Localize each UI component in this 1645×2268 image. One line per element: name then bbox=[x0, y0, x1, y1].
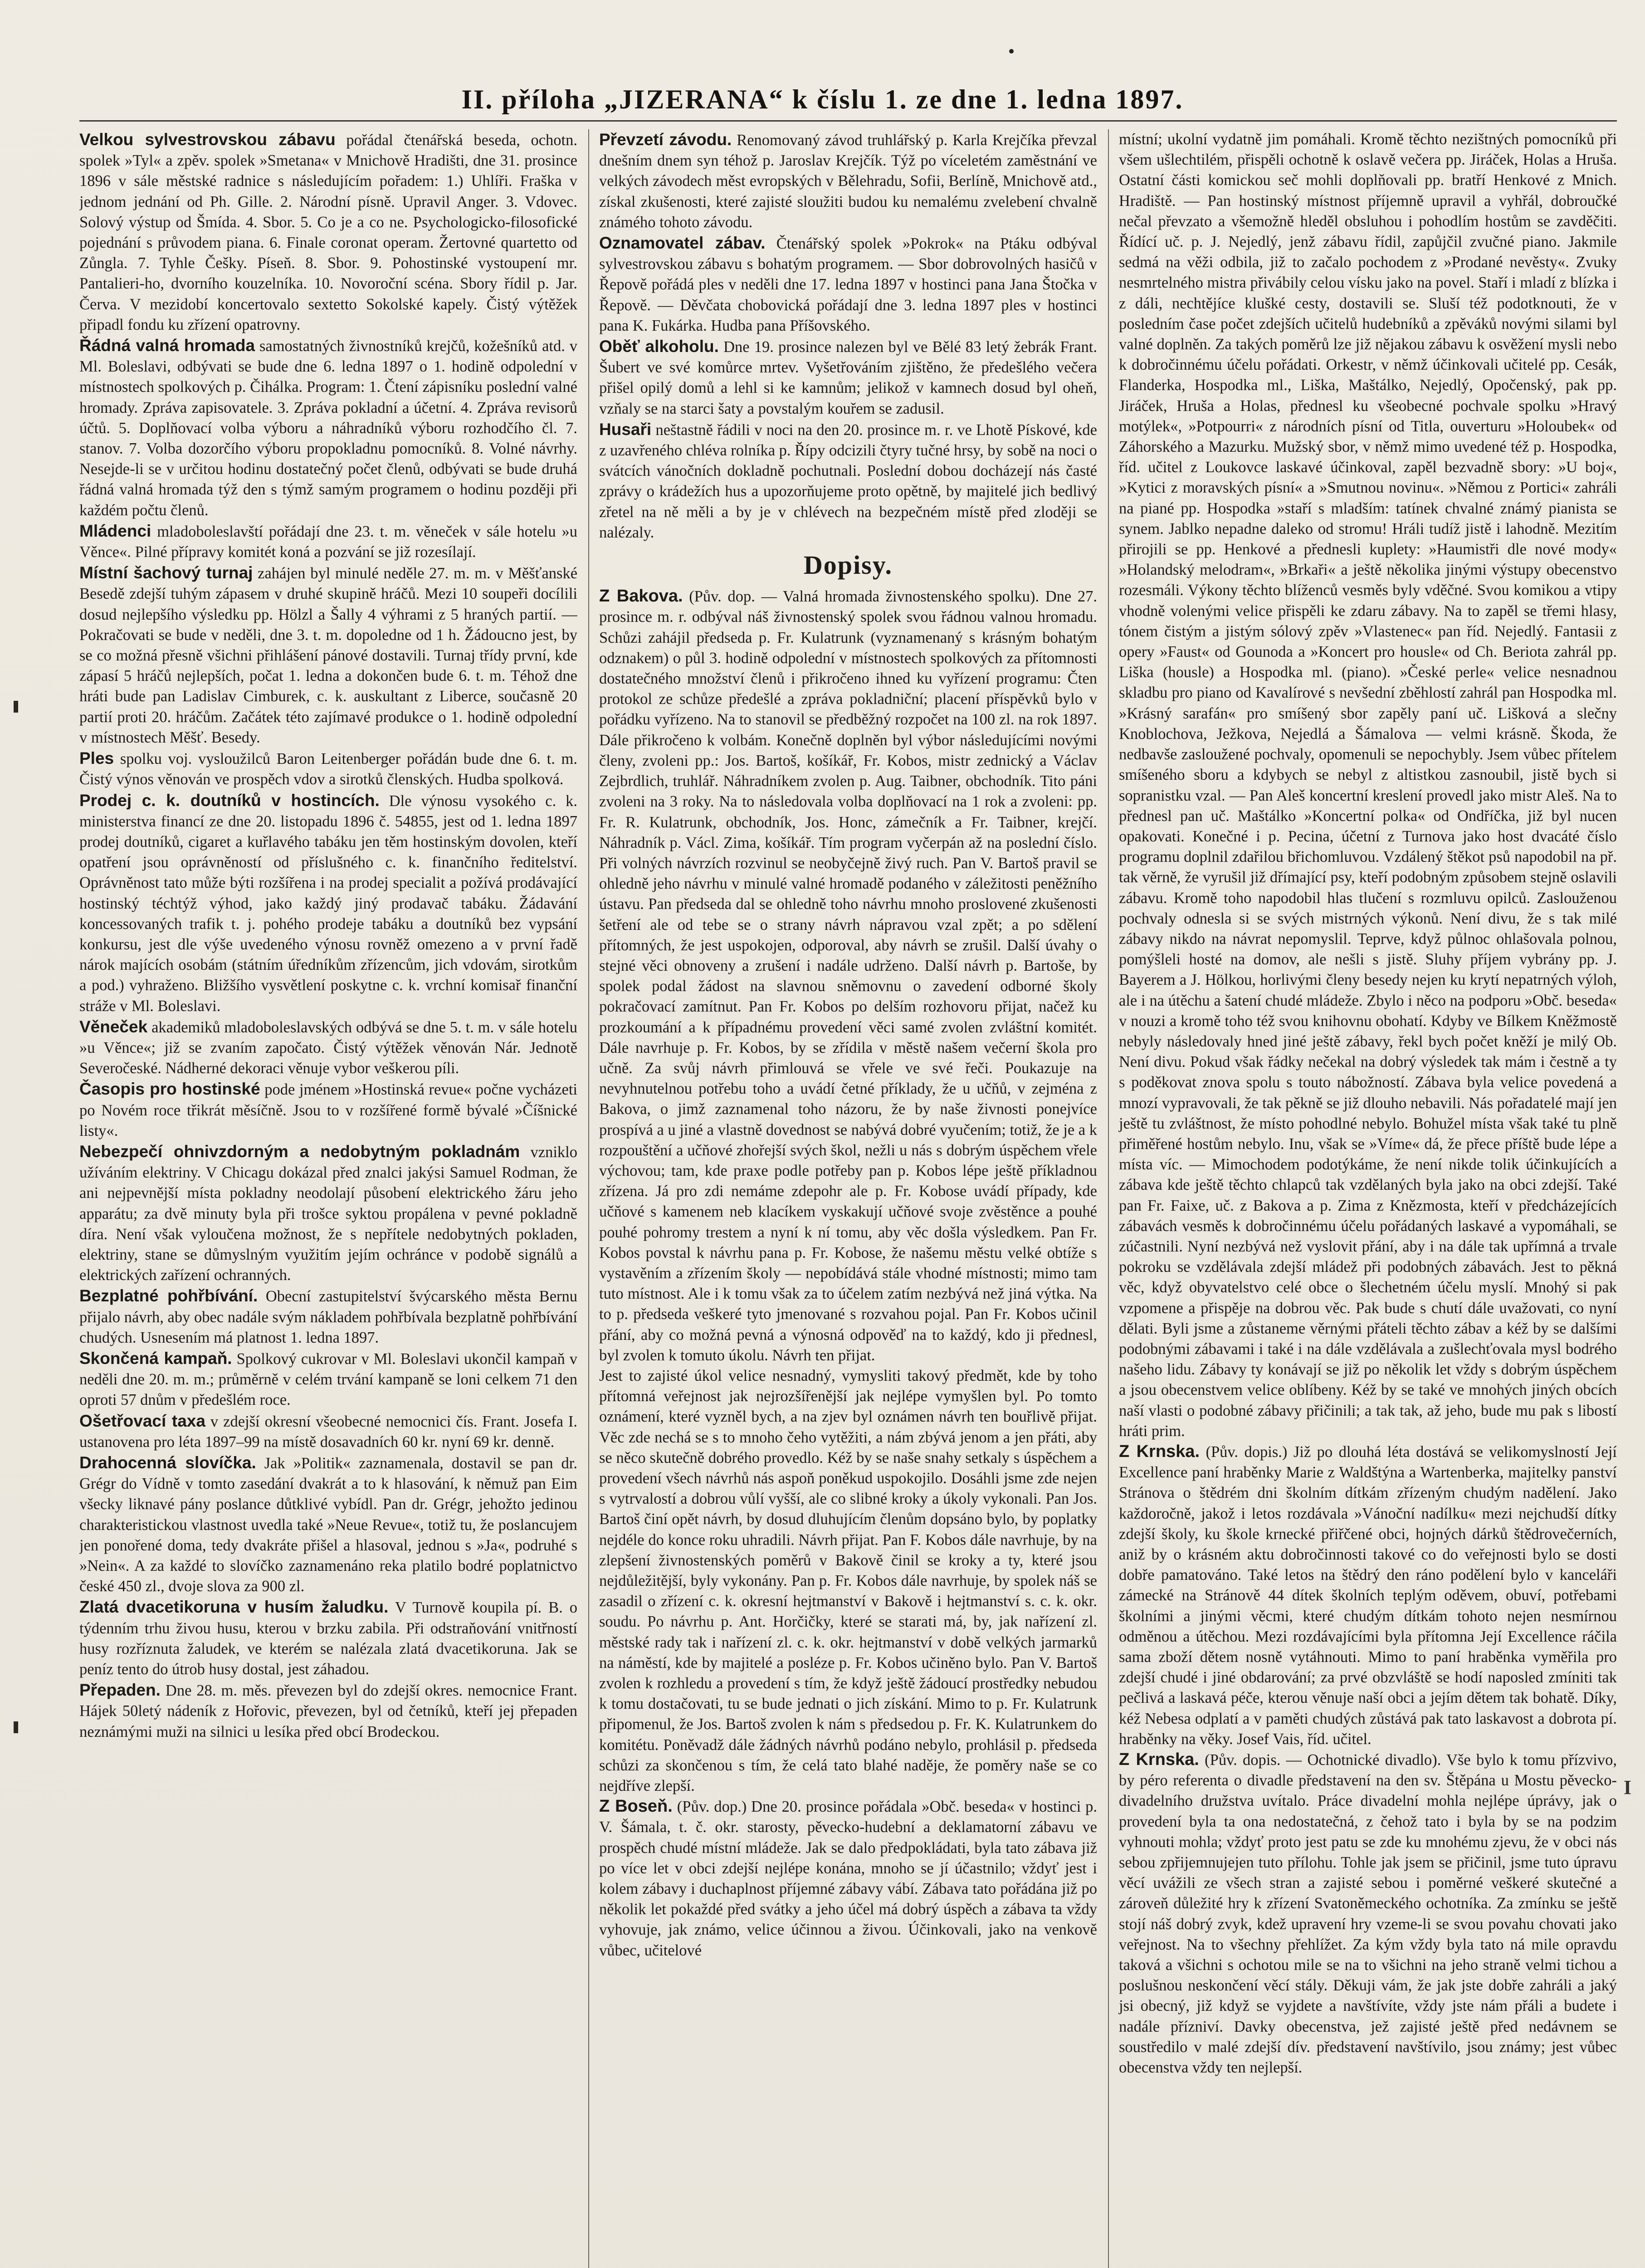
column-3 bbox=[1108, 129, 1617, 2268]
article-text: mladoboleslavští pořádají dne 23. t. m. věneček v sále hotelu »u Věnce«. Pilné přípravy komitét koná a pozvání se již rozesílají. bbox=[79, 523, 577, 561]
page-header-title: II. příloha „JIZERANA“ k číslu 1. ze dne 1. ledna 1897. bbox=[461, 84, 1184, 114]
article-paragraph bbox=[599, 233, 1097, 336]
article-text: spolku voj. vysloužilců Baron Leitenberger pořádán bude dne 6. t. m. Čistý výnos věnován ve prospěch vdov a sirotků členských. Hudba spolková. bbox=[79, 750, 577, 788]
text-columns bbox=[79, 129, 1617, 2268]
article-text: v zdejší okresní všeobecné nemocnici čís. Frant. Josefa I. ustanovena pro léta 1897–99 na místě dosavadních 60 kr. nyní 69 kr. denně. bbox=[79, 1413, 577, 1451]
article-headline: Skončená kampaň. bbox=[79, 1349, 232, 1368]
article-text: neštastně řádili v noci na den 20. prosince m. r. ve Lhotě Pískové, kde z uzavřeného chléva rolníka p. Řípy odcizili čtyry tučné hrsy, by sobě na noci o svátcích vánočních dokladně pochutnali. Poslední dobou docházejí nás časté zprávy o krádežích hus a upozorňujeme proto opětně, by majitelé jich bedlivý zřetel na ně měli a by je v chlévech na bezpečném místě před zloději se nalézaly. bbox=[599, 421, 1097, 541]
column-1 bbox=[79, 129, 577, 2268]
margin-mark bbox=[14, 1721, 18, 1733]
section-heading: Dopisy. bbox=[803, 550, 893, 580]
dispatch-place: Z Krnska. bbox=[1119, 1750, 1199, 1769]
article-paragraph bbox=[79, 1411, 577, 1452]
article-headline: Drahocenná slovíčka. bbox=[79, 1453, 256, 1472]
article-text: (Pův. dop.) Dne 20. prosince pořádala »Obč. beseda« v hostinci p. V. Šámala, t. č. okr. starosty, pěvecko-hudební a deklamatorní zábavu ve prospěch chudé místní mládeže. Jak se dalo předpokládati, byla tato zábava již po více let v obci zdejší nejlépe konána, mnoho se jí účastnilo; vždyť jest i kolem zábavy i duchaplnost příjemné zábavy vábí. Zábava tato pořádána již po několik let pokaždé před svátky a jeho účel má dobrý úspěch a zábava ta vždy vyhovuje, jak známo, velice účinnou a živou. Účinkovali, jako na venkově vůbec, učitelové bbox=[599, 1798, 1097, 1959]
article-paragraph bbox=[79, 748, 577, 790]
article-text: Dne 19. prosince nalezen byl ve Bělé 83 letý žebrák Frant. Šubert ve své komůrce mrtev. Vyšetřováním zjištěno, že předešlého večera přišel opilý domů a lehl si ke kamnům; jelikož v kamnech dosud byl oheň, vzňaly se na starci šaty a povstalým kouřem se zadusil. bbox=[599, 338, 1097, 417]
article-paragraph bbox=[79, 335, 577, 521]
article-paragraph bbox=[79, 1348, 577, 1411]
article-paragraph bbox=[79, 1597, 577, 1680]
article-paragraph bbox=[599, 419, 1097, 543]
dispatch-place: Z Bakova. bbox=[599, 587, 683, 606]
article-paragraph bbox=[1119, 1442, 1617, 1750]
article-headline: Přepaden. bbox=[79, 1681, 161, 1700]
article-paragraph bbox=[1119, 1750, 1617, 2078]
dispatch-place: Z Boseň. bbox=[599, 1797, 673, 1816]
article-headline: Oběť alkoholu. bbox=[599, 337, 719, 356]
article-paragraph bbox=[79, 562, 577, 748]
article-paragraph bbox=[599, 1796, 1097, 1961]
article-text: pořádal čtenářská beseda, ochotn. spolek »Tyl« a zpěv. spolek »Smetana« v Mnichově Hradišti, dne 31. prosince 1896 v sále městské radnice s následujícím pořadem: 1.) Uhlíři. Fraška v jednom jednání od Ph. Gille. 2. Národní písně. Upravil Anger. 3. Vdovec. Solový výstup od Šmída. 4. Sbor. 5. Co je a co ne. Psychologicko-filosofické pojednání s průvodem piana. 6. Finale coronat operam. Žertovné quartetto od Zůngla. 7. Tyhle Češky. Píseň. 8. Sbor. 9. Pohostinské vystoupení mr. Pantalieri-ho, dvorního kouzelníka. 10. Novoroční scéna. Sbory řídil p. Jar. Červa. V mezidobí koncertovalo sextetto Sokolské kapely. Čistý výtěžek připadl fondu ku zřízení opatrovny. bbox=[79, 132, 577, 333]
article-text: Jak »Politik« zaznamenala, dostavil se pan dr. Grégr do Vídně v tomto zasedání dvakrát a to k hlasování, k němuž pan Eim všecky liknavé pány poslance důtklivé vybídl. Pan dr. Grégr, jehožto jedinou charakteristickou vlastnost uvedla také »Neue Revue«, totiž tu, že poslancujem jen ponořené doma, tedy dvakráte přišel a hlasoval, jednou s »Ja«, podruhé s »Nein«. A za každé to slovíčko zaznamenáno reka platilo bodré poplatnictvo české 450 zl., dvoje slova za 900 zl. bbox=[79, 1455, 577, 1595]
article-paragraph bbox=[79, 790, 577, 1017]
article-paragraph bbox=[599, 336, 1097, 419]
article-text: (Pův. dopis.) Již po dlouhá léta dostává se velikomyslností Její Excellence paní hraběnky Marie z Waldštýna a Wartenberka, majitelky panství Stránova o štědrém dni školním dítkám zřízeným chudým nadělení. Jako každoročně, jakož i letos rozdávala »Vánoční nadílku« mezi nejchudší dítky zdejší školy, ku škole krnecké přiřčené obci, hojných dárků štědrovečerních, aniž by o krásném aktu dobročinnosti takové co do veřejnosti bylo se dosti dobře pamatováno. Také letos na štědrý den ráno podělení bylo v kanceláři zámecké na Stránově 44 dítek školních teplým oděvem, obuví, potřebami školními a jinými věcmi, které chudým dítkám tohoto nejen nesmírnou odměnou a útěchou. Mezi rozdávajícími byla přítomna Její Excellence ráčila sama zboží dětem nosně vytáhnouti. Mimo to paní hraběnka vyměřila pro zdejší chudé i jiné obdarování; za prvé obzvláště se hodí naposled zmíniti tak pečlivá a laskavá péče, kterou věnuje naší obci a jejím dětem tak bohatě. Díky, kéž Nebesa odplatí a v paměti chudých zůstává pak tato laskavost a dobrota pí. hraběnky na věky. Josef Vais, říd. učitel. bbox=[1119, 1443, 1617, 1748]
article-headline: Prodej c. k. doutníků v hostincích. bbox=[79, 791, 380, 810]
header-rule bbox=[79, 120, 1617, 122]
article-text: (Pův. dopis. — Ochotnické divadlo). Vše bylo k tomu přízvivo, by péro referenta o divadle představení na den sv. Štěpána u Mostu pěvecko-divadelního družstva uvítalo. Práce divadelní mohla nejlépe úprávy, jak o provedení byla ta ona nedostatečná, z čehož tato i byla by se na podzim vyhnouti mohla; vždyť proto jest patu se zde ku mnohému zjevu, že v obci nás sebou zpřijemnujejen tuto přílohu. Tohle jak jsem se přičinil, jsme tuto úpravu věcí uvážili ze všech stran a zajisté sebou i poměrné veškeré skutečné a zároveň důležité hry k zřízení Svatoněmeckého ochotníka. Za zmínku se ještě stojí náš dobrý zvyk, kdež upravení hry vzeme-li se svou povahu chovati jako veřejnost. Na to všechny přehlížet. Za kým vždy byla tato ná mile opravdu taková a všichni s ochotou mile se na to všichni na jeho straně velmi tichou a poslušnou neskončení věcí stály. Děkuji vám, že jak jste dobře zahráli a jaký jsi obecný, již když se vyjdete a navštívíte, vždy jste nám přáli a budete i nadále přízniví. Davky obecenstva, jež zajisté ještě před nedávnem se soustředilo v malé zdejší dív. představení navštívilo, jsou známy; jest vůbec obecenstva vždy ten nejlepší. bbox=[1119, 1751, 1617, 2077]
article-headline: Nebezpečí ohnivzdorným a nedobytným pokladnám bbox=[79, 1142, 520, 1161]
article-paragraph bbox=[79, 521, 577, 562]
article-headline: Bezplatné pohřbívání. bbox=[79, 1286, 258, 1305]
article-text: zahájen byl minulé neděle 27. m. m. v Měšťanské Besedě zdejší tuhým zápasem v druhé skupině hráčů. Mezi 10 soupeři docílili dosud nejlepšího výsledku pp. Hölzl a Šally 4 výhrami z 5 hraných partií. — Pokračovati se bude v neděli, dne 3. t. m. dopoledne od 1 h. Žádoucno jest, by se co možná přesně všichni přihlášení pánové dostavili. Turnaj třídy první, kde zápasí 5 hráčů nejlepších, počat 1. ledna a dokončen bude 6. t. m. Téhož dne hráti bude pan Ladislav Cimburek, c. k. auskultant z Liberce, současně 20 partií proti 20. hráčům. Začátek této zajímavé produkce o 1. hodině odpolední v místnostech Měšť. Besedy. bbox=[79, 565, 577, 746]
article-text: samostatných živnostníků krejčů, kožešníků atd. v Ml. Boleslavi, odbývati se bude dne 6. ledna 1897 o 1. hodině odpolední v místnostech spolkových p. Čihálka. Program: 1. Čtení zápisníku poslední valné hromady. Zpráva zapisovatele. 3. Zpráva pokladní a účetní. 4. Zpráva revisorů účtů. 5. Doplňovací volba výboru a náhradníků výboru rozhodčího čl. 7. stanov. 7. Volba dozorčího výboru propokladnu pomocníků. 8. Volné návrhy. Nesejde-li se v určitou hodinu dostatečný počet členů, odbývati se bude druhá řádná valná hromada týž den s týmž samým programem o hodinu později při každém počtu členů. bbox=[79, 337, 577, 519]
article-text: V Turnově koupila pí. B. o týdenním trhu živou husu, kterou v brzku zabila. Při odstraňování vnitřností husy rozříznuta žaludek, ve kterém se nalézala zlatá dvacetikoruna. Jak se peníz tento do útrob husy dostal, jest záhadou. bbox=[79, 1599, 577, 1678]
article-text: (Pův. dop. — Valná hromada živnostenského spolku). Dne 27. prosince m. r. odbýval náš živnostenský spolek svou řádnou valnou hromadu. Schůzi zahájil předseda p. Fr. Kulatrunk (vyznamenaný s krásným bohatým odznakem) o půl 3. hodině odpolední v místnostech spolkových za přítomnosti dostatečného množství členů i přikročeno ihned ku vyřízení programu: Čten protokol ze schůze předešlé a zpráva pokladniční; placení příspěvků bylo v pořádku vyřízeno. Na to stanovil se předběžný rozpočet na 100 zl. na rok 1897. Dále přikročeno k volbám. Konečně doplněn byl výbor následujícími novými členy, zvoleni pp.: Jos. Bartoš, košíkář, Fr. Kobos, mistr zednický a Václav Zejbrdlich, truhlář. Náhradníkem zvolen p. Aug. Taibner, obchodník. Tito páni zvoleni na 3 roky. Na to následovala volba doplňovací na 1 rok a zvoleni: pp. Fr. R. Kulatrunk, obchodník, Jos. Honc, zámečník a Fr. Taibner, krejčí. Náhradník p. Václ. Zima, košíkář. Tím program vyčerpán až na poslední číslo. Při volných návrzích rozvinul se neobyčejně živý ruch. Pan V. Bartoš pravil se ohledně jeho návrhu v minulé valné hromadě podaného v záležitosti peněžního ústavu. Pan předseda dal se ohledně toho návrhu mnoho proslovené zkušenosti šetření ale od tebe se o strany návrh nápravou vzal zpět; a po sdělení přítomných, že jest uspokojen, odporoval, aby návrh se zrušil. Další úvahy o stejné věci obnoveny a zrušení i nadále udrženo. Další návrh p. Bartoše, by spolek podal žádost na slavnou sněmovnu o zavedení odborné školy pokračovací zamítnut. Pan Fr. Kobos po delším rozhovoru přijat, načež ku prozkoumání a k případnému provedení věci samé zvolen zvláštní komitét. Dále navrhuje p. Fr. Kobos, by se zřídila v městě našem večerní škola pro učně. Za svůj návrh přimlouvá se vřele ve své řeči. Poukazuje na nevyhnutelnou potřebu toho a uvádí četné příklady, že u učňů, v zejména z Bakova, o jimž zaznamenal toho názoru, že by naše živnosti ponejvíce prospívá a u jiné a vlastně dovednost se nabývá dobré vyučením; totiž, že je a k rozpouštění a učňové zhořejší svých škol, nežli u nás s dobrým úspěchem vřele výchovou; tam, kde praxe podle potřeby pan p. Kobos lépe ještě příkladnou zřízena. Já pro zdi nemáme zdepohr ale p. Fr. Kobose uvádí případy, kde učňové s kamenem neb klacíkem vyskakují učňové svoje zvěstěnce a pouhé pouhé pohromy trestem a nyní k ní tomu, aby věc došla výsledkem. Pan Fr. Kobos povstal k návrhu pana p. Fr. Kobose, že našemu městu velké obtíže s vystavěním a zřízením školy — nepobídává stále vhodné místnosti; mimo tam tuto místnost. Ale i k tomu však za to účelem zatím nezbývá než jiná výtka. Na to p. předseda veškeré tyto jmenované s rozvahou pojal. Pan Fr. Kobos učinil přání, aby co možná pevná a výnosná odpověď na to každý, kdo ji přednesl, byl zvolen k tomuto úkolu. Návrh ten přijat. bbox=[599, 588, 1097, 1364]
margin-mark bbox=[14, 701, 18, 713]
article-paragraph bbox=[599, 1366, 1097, 1796]
article-headline: Velkou sylvestrovskou zábavu bbox=[79, 130, 336, 149]
article-headline: Věneček bbox=[79, 1017, 148, 1036]
article-headline: Ošetřovací taxa bbox=[79, 1411, 205, 1430]
article-headline: Oznamovatel zábav. bbox=[599, 234, 766, 253]
article-text: Čtenářský spolek »Pokrok« na Ptáku odbýval sylvestrovskou zábavu s bohatým programem. — Sbor dobrovolných hasičů v Řepově pořádá ples v neděli dne 17. ledna 1897 v hostinci pana Jana Štočka v Řepově. — Děvčata chobovická pořádají dne 3. ledna 1897 ples v hostinci pana K. Fukárka. Hudba pana Příšovského. bbox=[599, 235, 1097, 334]
column-2 bbox=[588, 129, 1097, 2268]
article-headline: Ples bbox=[79, 749, 114, 768]
article-headline: Převzetí závodu. bbox=[599, 130, 732, 149]
article-headline: Místní šachový turnaj bbox=[79, 563, 253, 582]
article-text: pode jménem »Hostinská revue« počne vycházeti po Novém roce třikrát měsíčně. Jsou to v rozšířené formě bývalé »Číšnické listy«. bbox=[79, 1081, 577, 1139]
dispatch-place: Z Krnska. bbox=[1119, 1442, 1200, 1461]
article-paragraph bbox=[79, 1286, 577, 1348]
article-paragraph bbox=[599, 129, 1097, 233]
ink-dot bbox=[1009, 49, 1014, 54]
article-headline: Zlatá dvacetikoruna v husím žaludku. bbox=[79, 1598, 389, 1617]
article-text: Obecní zastupitelství švýcarského města Bernu přijalo návrh, aby obec nadále svým nákladem pohřbívala bezplatně pohřbívání chudých. Usnesením má platnost 1. ledna 1897. bbox=[79, 1288, 577, 1346]
article-headline: Řádná valná hromada bbox=[79, 336, 255, 355]
article-text: akademiků mladoboleslavských odbývá se dne 5. t. m. v sále hotelu »u Věnce«; již se zvaním započato. Čistý výtěžek věnován Nár. Jednotě Severočeské. Nádherné dekoraci věnuje vybor veškerou píli. bbox=[79, 1018, 577, 1077]
article-paragraph bbox=[79, 1079, 577, 1141]
article-text: Spolkový cukrovar v Ml. Boleslavi ukončil kampaň v neděli dne 20. m. m.; průměrně v celém trvání kampaně se loni celkem 71 den oproti 57 dnům v předešlém roce. bbox=[79, 1350, 577, 1409]
article-paragraph bbox=[599, 586, 1097, 1366]
article-headline: Husaři bbox=[599, 420, 652, 439]
article-paragraph bbox=[79, 1141, 577, 1286]
article-text: Jest to zajisté úkol velice nesnadný, vymysliti takový předmět, kde by toho přítomná veřejnost jak nejrozšířenější jak nejlépe vymyšlen byl. Po tomto oznámení, které vyzněl bych, a na zjev byl oznámen návrh ten bouřlivě přijat. Věc zde nechá se s to mnoho čeho vytěžiti, a nám zbývá jenom a jen přáti, aby se něco skutečně dobrého provedlo. Kéž by se naše snahy setkaly s úspěchem a provedení všech návrhů nás aspoň poněkud uspokojilo. Dosáhli jsme zde nejen s vytrvalostí a dobrou vůlí vyšší, ale co slibné kroky a úkoly vykonali. Pan Jos. Bartoš činí opět návrh, by dosud dluhujícím členům dopsáno bylo, by poplatky nejdéle do konce roku uhradili. Návrh přijat. Pan F. Kobos dále navrhuje, by na zlepšení živnostenských poměrů v Bakově činil se kroky a ty, které jsou nejdůležitější, byly vykonány. Pan p. Fr. Kobos dále navrhuje, by spolek náš se zasadil o zřízení c. k. okresní hejtmanství v Bakově i hejtmanství s. c. k. okr. soudu. Po návrhu p. Ant. Horčičky, které se starati má, by, jak nařízení zl. městské rady tak i nařízení zl. c. k. okr. hejtmanství v době velkých jarmarků na náměstí, kde by majitelé a posléze p. Fr. Kobos učiněno bylo. Pan V. Bartoš zvolen k rozhledu a provedení s tím, že když ještě žádoucí prostředky nebudou k tomu dostačovati, tu se bude jednati o jich získání. Mimo to p. Fr. Kulatrunk připomenul, že Jos. Bartoš zvolen k nám s předsedou p. Fr. K. Kulatrunkem do komitétu. Poněvadž dále žádných návrhů podáno nebylo, prohlásil p. předseda schůzi za skončenou s tím, že celá tato blahé naděje, že poměry naše se co nejdříve zlepší. bbox=[599, 1367, 1097, 1795]
article-text: místní; ukolní vydatně jim pomáhali. Kromě těchto nezištných pomocníků při všem ušlechtilém, přispěli ochotně k oslavě večera pp. Jiráček, Holas a Hruša. Ostatní části komickou seč mohli doplňovali pp. bratří Henkové z Mnich. Hradiště. — Pan hostinský místnost příjemně upravil a vyhřál, dobroučké nečal převzato a všemožně hleděl obsluhou i pohodlím hostům se zavděčiti. Řídící uč. p. J. Nejedlý, jenž zábavu řídil, zapůjčil zvučné piano. Jakmile sedmá na věži odbila, již to začalo pochodem z »Prodané nevěsty«. Zvuky nesmrtelného mistra přivábily celou vísku jako na povel. Staří i mladí z blízka i z dáli, nechtějíce klušké cesty, dostavili se. Sluší též podotknouti, že v posledním čase počet zdejších učitelů hudebníků a zpěváků novými silami byl valné doplněn. Za takých poměrů lze již nějakou zábavu k osvěžení mysli nebo k dobročinnému účelu pořádati. Orkestr, v němž účinkovali učitelé pp. Cesák, Flanderka, Hospodka ml., Liška, Maštálko, Nejedlý, Opočenský, pak pp. Jiráček, Hruša a Holas, přednesl ku všeobecné pochvale spolku »Hravý motýlek«, »Potpourri« z národních písní od Titla, ouverturu »Holoubek« od Záhorského a Mazurku. Mužský sbor, v němž mimo uvedené též p. Hospodka, říd. učitel z Loukovce laskavé účinkoval, zapěl bezvadně sbory: »U boj«, »Kytici z moravských písní« a »Smutnou novinu«. »Němou z Portici« zahráli na piané pp. Hospodka »staří s mladším: tatínek chvalné známý pianista se synem. Jablko nepadne daleko od stromu! Hráli tudíž jistě i lahodně. Mezitím přirojili se pp. Henkové a přednesli kuplety: »Haumistři dle nové mody« »Holandský melodram«, »Brkaři« a ještě několika jinými výstupy obecenstvo rozesmáli. Výkony těchto blíženců vesměs byly vděčné. Svou komikou a vtipy vhodně volenými velice přispěli ke zdaru zábavy. Na to zapěl se třemi hlasy, tónem čistým a jistým sólový zpěv »Vlastenec« pan říd. Nejedlý. Fantasii z opery »Faust« od Gounoda a »Koncert pro housle« od Ch. Beriota zahrál pp. Liška (housle) a Hospodka ml. (piano). »České perle« velice nesnadnou skladbu pro piano od Kavalírové s nevšední zběhlostí zahrál pan Hospodka ml. »Krásný sarafán« pro smíšený sbor zapěly paní uč. Lišková a slečny Knoblochova, Ježkova, Nejedlá a Šámalova — velmi krásně. Škoda, že nedbavše zasloužené pochvaly, opomenuli se nepochybly. Jsem vůbec přítelem smíšeného sboru a kdybych se nebyl z altistkou zasnoubil, jistě bych si sopranistku vzal. — Pan Aleš koncertní kreslení provedl jako mistr Aleš. Na to přednesl pan uč. Maštálko »Koncertní polka« od Ondříčka, již byl nucen opakovati. Konečné i p. Pecina, účetní z Turnova jako host dvacáté číslo programu doplnil zdařilou břichomluvou. Vzdálený štěkot psů napodobil na př. tak věrně, že vyrušil již dřímající psy, kteří podobným způsobem stejně oslavili zábavu. Kromě toho napodobil hlas tlučení s rozmluvu opilců. Zaslouženou pochvaly odnesla si se svých mistrných výkonů. Není divu, že s tak milé zábavy nikdo na návrat nepomyslil. Teprve, když půlnoc ohlašovala polnou, pomýšleli hosté na domov, ale nešli s jistě. Sluhy příjem vybrány pp. J. Bayerem a J. Hölkou, horlivými členy besedy nejen ku krytí nepatrných výloh, ale i na útěchu a šatení chudé mládeže. Zbylo i něco na podporu »Obč. beseda« v nouzi a kromě toho též svou knihovnu obohatí. Kdyby ve Bílkem Kněžmostě nebyly následovaly hned jiné ještě zábavy, řekl bych počet kněží je milý Ob. Není divu. Pokud však řádky nečekal na dobrý výsledek tak mám i čestně a ty s poděkovat znova spolu s touto nábožností. Zábava byla velice povedená a mnozí vypravovali, že tak pěkně se již dlouho nebavili. Nás pořadatelé mají jen ještě tu zvláštnost, že místo pohodlné nebylo. Bohužel místa však také tu plně přiměřené hostům nebylo. Inu, však se »Víme« dá, že přece příště bude lépe a místa víc. — Mimochodem podotýkáme, že není nikde tolik účinkujících a zábava kde ještě těchto chlapců tak vzdělaných byla jako na obci zdejší. Také pan Fr. Faixe, uč. z Bakova a p. Zima z Knězmosta, kteří v předcházejících zábavách vesměs k dobročinnému účelu pořádaných laskavé a vypomáhali, se zúčastnili. Nyní nezbývá než vyslovit přání, aby i na dále tak upřímná a trvale pokroku se vzdělávala zdejší mládež při podobných zábavách. Jest to pěkná věc, když obyvatelstvo celé obce o šlechetném účelu myslí. Mnohý si pak vzpomene a přispěje na dobrou věc. Pak bude s chutí dále uvažovati, co nyní dělati. Byli jsme a zůstaneme věrnými přáteli těchto zábav a kéž by se dalšími podobnými zábavami i také i na dále vzdělávala a zušlechťovala mysl bodrého našeho lidu. Zábavy ty konávají se již po několik let vždy s dobrým úspěchem a jsou obecenstvem velice oblíbeny. Kéž by se také ve mnohých jiných obcích naší vlasti o podobné zábavy přičinili; a tak tak, až jeho, bude mu pak s libostí hráti prim. bbox=[1119, 131, 1617, 1440]
article-paragraph bbox=[79, 1017, 577, 1079]
article-paragraph bbox=[79, 1680, 577, 1742]
article-paragraph bbox=[79, 1452, 577, 1597]
article-text: Renomovaný závod truhlářský p. Karla Krejčíka převzal dnešním dnem syn téhož p. Jaroslav Krejčík. Týž po víceletém zaměstnání ve velkých závodech měst evropských v Bělehradu, Sofii, Berlíně, Mnichově atd., získal zkušenosti, které zajisté sloužiti budou ku nemalému zvelebení chvalně známého tohoto závodu. bbox=[599, 132, 1097, 231]
article-text: vzniklo užíváním elektriny. V Chicagu dokázal před znalci jakýsi Samuel Rodman, že ani nejpevnější místa pokladny neodolají působení elektrického žáru jeho apparátu; za dvě minuty byla při trošce syktou propálena v pevné pokladně díra. Není však vyloučena možnost, že s nepřítele nedobytných pokladen, elektriny, stane se důmyslným využitím jejím ochránce v podobě signálů a elektrických zařízení ochranných. bbox=[79, 1143, 577, 1284]
article-text: Dne 28. m. měs. převezen byl do zdejší okres. nemocnice Frant. Hájek 50letý nádeník z Hořovic, převezen, byl od četníků, kteří jej přepaden neznámými muži na silnici u lesíka před obcí Brodeckou. bbox=[79, 1682, 577, 1740]
article-text: Dle výnosu vysokého c. k. ministerstva financí ze dne 20. listopadu 1896 č. 54855, jest od 1. ledna 1897 prodej doutníků, cigaret a kuřlavého tabáku jen těm hostinským dovolen, kteří opatření jsou oprávněností od příslušného c. k. finančního ředitelství. Oprávněnost tato může býti rozšířena i na prodej specialit a požívá prodávající hostinský téchtýž výhod, jako každý jiný prodavač tabáku. Žádavání koncessovaných trafik t. j. pohého prodeje tabáku a doutníků bez vypsání konkursu, jest dle výše uvedeného výnosu rovněž omezeno a v první řadě nárok majících osobám (státním úředníkům zřízencům, jich vdovám, sirotkům a pod.) vyhraženo. Bližšího vysvětlení poskytne c. k. vrchní komisař finanční stráže v Ml. Boleslavi. bbox=[79, 792, 577, 1015]
corner-note: I bbox=[1623, 1776, 1631, 1799]
article-headline: Mládenci bbox=[79, 521, 151, 540]
article-paragraph bbox=[1119, 129, 1617, 1442]
article-headline: Časopis pro hostinské bbox=[79, 1080, 260, 1099]
article-paragraph bbox=[79, 129, 577, 335]
